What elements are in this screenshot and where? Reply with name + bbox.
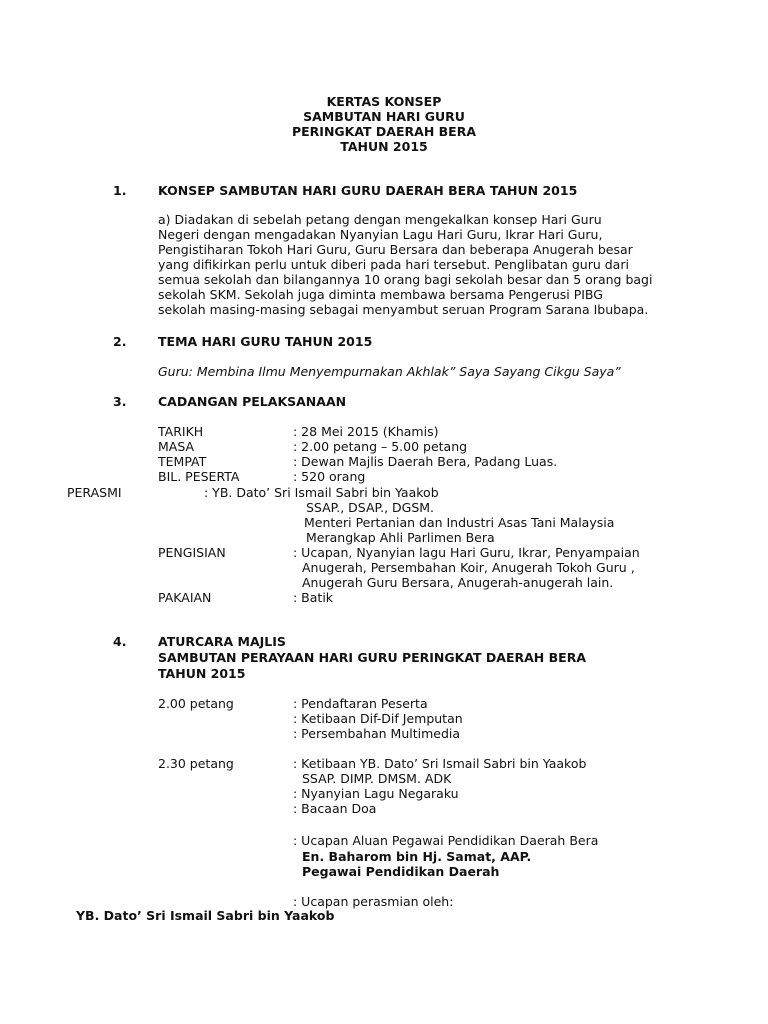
- section-number-2: 2.: [113, 334, 127, 349]
- schedule-item: : Pendaftaran Peserta: [293, 696, 428, 711]
- schedule-time-2: 2.30 petang: [158, 756, 234, 771]
- schedule-item: : Ketibaan Dif-Dif Jemputan: [293, 711, 463, 726]
- pakaian-value: : Batik: [293, 590, 334, 605]
- perasmi-position: Menteri Pertanian dan Industri Asas Tani Malaysia: [304, 515, 615, 530]
- schedule-item: : Persembahan Multimedia: [293, 726, 461, 741]
- section-heading-pelaksanaan: CADANGAN PELAKSANAAN: [158, 394, 347, 409]
- section-heading-konsep: KONSEP SAMBUTAN HARI GURU DAERAH BERA TAHUN 2015: [158, 183, 578, 198]
- pengisian-line: : Ucapan, Nyanyian lagu Hari Guru, Ikrar, Penyampaian: [293, 545, 640, 560]
- paragraph-line: semua sekolah dan bilangannya 10 orang bagi sekolah besar dan 5 orang bagi: [158, 272, 653, 287]
- bil-peserta-value: : 520 orang: [293, 469, 366, 484]
- theme-text: Guru: Membina Ilmu Menyempurnakan Akhlak” Saya Sayang Cikgu Saya”: [158, 364, 621, 379]
- paragraph-line: Negeri dengan mengadakan Nyanyian Lagu Hari Guru, Ikrar Hari Guru,: [158, 227, 603, 242]
- section-number-4: 4.: [113, 634, 127, 649]
- schedule-time-1: 2.00 petang: [158, 696, 234, 711]
- paragraph-line: Pengistiharan Tokoh Hari Guru, Guru Bersara dan beberapa Anugerah besar: [158, 242, 633, 257]
- schedule-item: : Bacaan Doa: [293, 801, 377, 816]
- document-title: KERTAS KONSEP: [326, 94, 442, 109]
- pengisian-line: Anugerah Guru Bersara, Anugerah-anugerah lain.: [302, 575, 614, 590]
- schedule-item-honours: SSAP. DIMP. DMSM. ADK: [302, 771, 452, 786]
- aturcara-subheading: SAMBUTAN PERAYAAN HARI GURU PERINGKAT DAERAH BERA: [158, 650, 586, 665]
- tempat-value: : Dewan Majlis Daerah Bera, Padang Luas.: [293, 454, 558, 469]
- perasmi-label: PERASMI: [67, 485, 122, 500]
- document-subtitle-level: PERINGKAT DAERAH BERA: [291, 124, 477, 139]
- pengisian-line: Anugerah, Persembahan Koir, Anugerah Tokoh Guru ,: [302, 560, 635, 575]
- masa-value: : 2.00 petang – 5.00 petang: [293, 439, 468, 454]
- tempat-label: TEMPAT: [158, 454, 207, 469]
- section-number-1: 1.: [113, 183, 127, 198]
- paragraph-line: a) Diadakan di sebelah petang dengan mengekalkan konsep Hari Guru: [158, 212, 602, 227]
- ucapan-aluan: : Ucapan Aluan Pegawai Pendidikan Daerah Bera: [293, 833, 599, 848]
- section-number-3: 3.: [113, 394, 127, 409]
- perasmi-name: : YB. Dato’ Sri Ismail Sabri bin Yaakob: [204, 485, 439, 500]
- paragraph-line: sekolah SKM. Sekolah juga diminta membawa bersama Pengerusi PIBG: [158, 287, 603, 302]
- section-heading-aturcara: ATURCARA MAJLIS: [158, 634, 286, 649]
- bil-peserta-label: BIL. PESERTA: [158, 469, 240, 484]
- document-subtitle-year: TAHUN 2015: [340, 139, 428, 154]
- aturcara-year: TAHUN 2015: [158, 666, 246, 681]
- ucapan-perasmian: : Ucapan perasmian oleh:: [293, 894, 454, 909]
- paragraph-line: yang difikirkan perlu untuk diberi pada hari tersebut. Penglibatan guru dari: [158, 257, 629, 272]
- masa-label: MASA: [158, 439, 195, 454]
- perasmi-constituency: Merangkap Ahli Parlimen Bera: [306, 530, 495, 545]
- pakaian-label: PAKAIAN: [158, 590, 212, 605]
- konsep-paragraph: [158, 212, 668, 317]
- tarikh-value: : 28 Mei 2015 (Khamis): [293, 424, 439, 439]
- tarikh-label: TARIKH: [158, 424, 204, 439]
- section-heading-tema: TEMA HARI GURU TAHUN 2015: [158, 334, 373, 349]
- paragraph-line: sekolah masing-masing sebagai menyambut seruan Program Sarana Ibubapa.: [158, 302, 649, 317]
- pengisian-label: PENGISIAN: [158, 545, 226, 560]
- perasmi-honours: SSAP., DSAP., DGSM.: [306, 500, 435, 515]
- schedule-item: : Ketibaan YB. Dato’ Sri Ismail Sabri bin Yaakob: [293, 756, 587, 771]
- aluan-speaker-title: Pegawai Pendidikan Daerah: [302, 864, 500, 879]
- aluan-speaker-name: En. Baharom bin Hj. Samat, AAP.: [302, 849, 532, 864]
- perasmian-speaker-name: YB. Dato’ Sri Ismail Sabri bin Yaakob: [76, 908, 335, 923]
- schedule-item: : Nyanyian Lagu Negaraku: [293, 786, 459, 801]
- document-subtitle-event: SAMBUTAN HARI GURU: [303, 109, 465, 124]
